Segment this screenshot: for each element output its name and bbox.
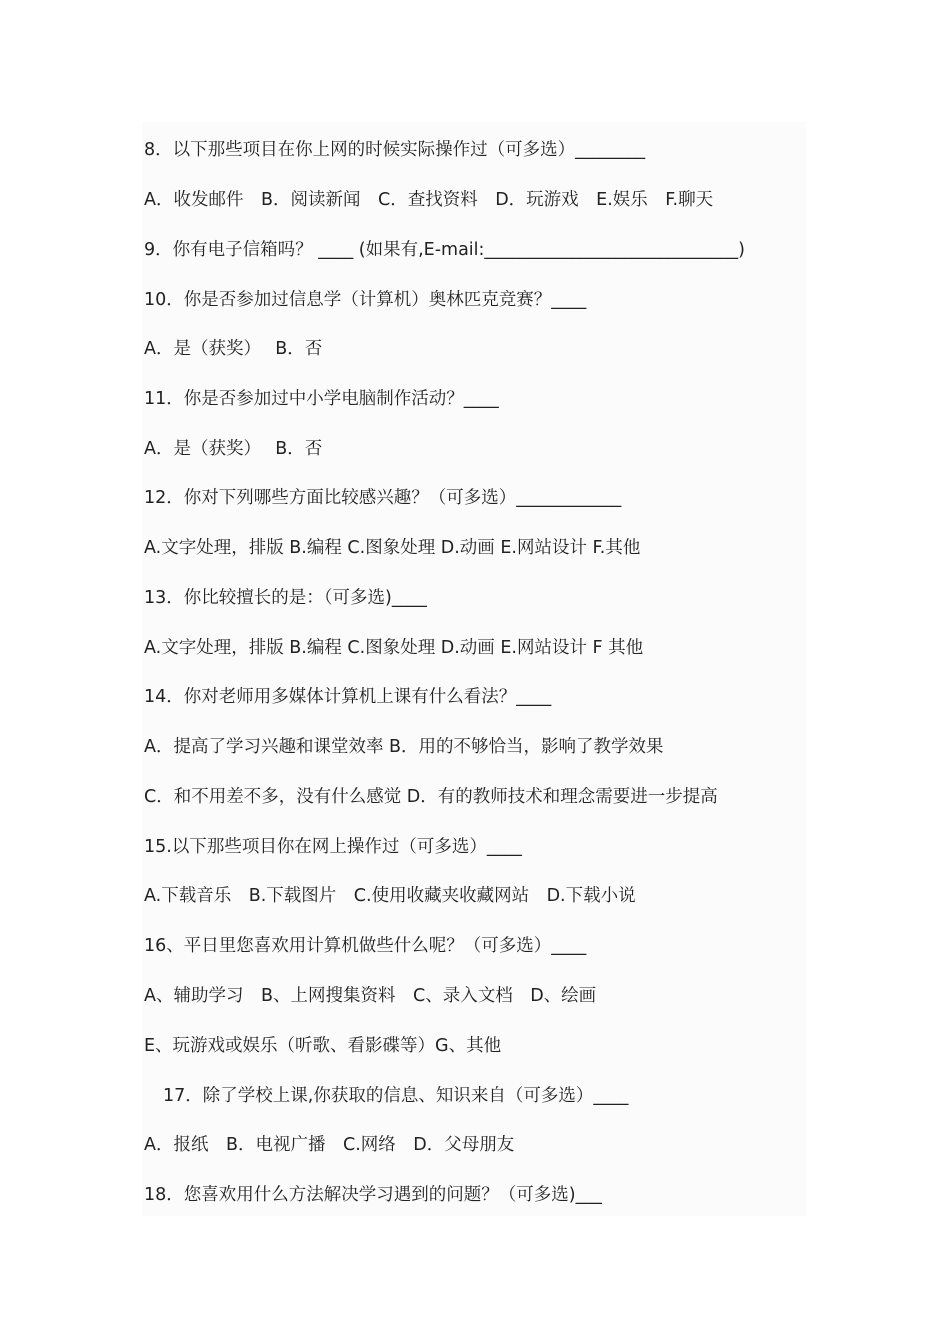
question-15: 15.以下那些项目你在网上操作过（可多选）____ [144,837,522,857]
question-14-options-cd: C．和不用差不多，没有什么感觉 D．有的教师技术和理念需要进一步提高 [144,787,718,807]
question-8-options: A．收发邮件 B．阅读新闻 C．查找资料 D．玩游戏 E.娱乐 F.聊天 [144,190,714,210]
question-9: 9．你有电子信箱吗？ ____ (如果有,E-mail:_____________________________) [144,240,745,260]
question-11: 11．你是否参加过中小学电脑制作活动？____ [144,389,499,409]
question-16-options-eg: E、玩游戏或娱乐（听歌、看影碟等）G、其他 [144,1036,502,1056]
question-10: 10．你是否参加过信息学（计算机）奥林匹克竞赛？____ [144,290,587,310]
question-8: 8．以下那些项目在你上网的时候实际操作过（可多选）________ [144,140,646,160]
question-14-options-ab: A．提高了学习兴趣和课堂效率 B．用的不够恰当，影响了教学效果 [144,737,664,757]
question-10-options: A．是（获奖） B．否 [144,339,323,359]
question-17-options: A．报纸 B．电视广播 C.网络 D．父母朋友 [144,1135,515,1155]
question-18: 18．您喜欢用什么方法解决学习遇到的问题？（可多选)___ [144,1185,602,1205]
question-12: 12．你对下列哪些方面比较感兴趣？（可多选）____________ [144,488,622,508]
question-12-options: A.文字处理，排版 B.编程 C.图象处理 D.动画 E.网站设计 F.其他 [144,538,641,558]
question-17: 17．除了学校上课,你获取的信息、知识来自（可多选）____ [163,1086,629,1106]
question-11-options: A．是（获奖） B．否 [144,439,323,459]
question-13-options: A.文字处理，排版 B.编程 C.图象处理 D.动画 E.网站设计 F 其他 [144,638,644,658]
question-16-options-ad: A、辅助学习 B、上网搜集资料 C、录入文档 D、绘画 [144,986,597,1006]
question-16: 16、平日里您喜欢用计算机做些什么呢？（可多选）____ [144,936,587,956]
question-15-options: A.下载音乐 B.下载图片 C.使用收藏夹收藏网站 D.下载小说 [144,886,636,906]
question-14: 14．你对老师用多媒体计算机上课有什么看法？____ [144,687,552,707]
question-13: 13．你比较擅长的是：（可多选)____ [144,588,427,608]
